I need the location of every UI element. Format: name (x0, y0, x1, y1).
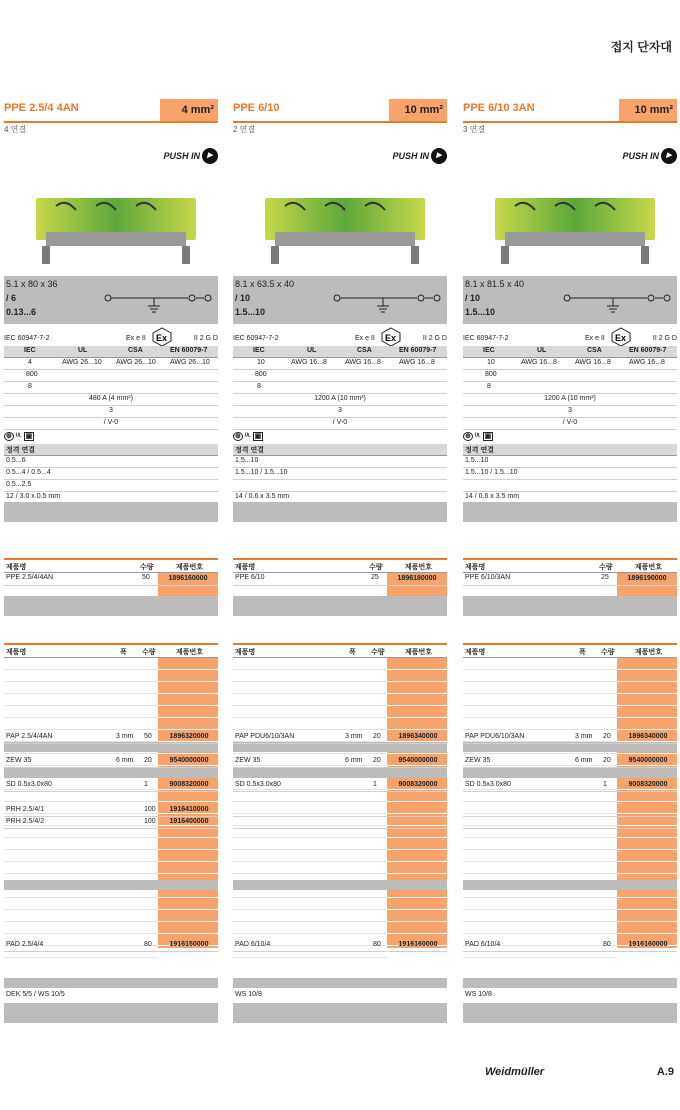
terminal-block-image (36, 188, 196, 268)
grid-line (617, 753, 677, 754)
pollution-row: 3 (233, 406, 447, 418)
gray-band (233, 1003, 447, 1023)
accessory-row (463, 817, 677, 829)
gray-band (463, 978, 677, 988)
grid-line (387, 837, 447, 838)
product-header (463, 99, 677, 123)
order-header: 제품명 수량 제품번호 (233, 560, 447, 573)
grid-line (463, 897, 617, 898)
grid-line (158, 933, 218, 934)
grid-line (233, 921, 387, 922)
connection-row: 1.5...10 (233, 456, 447, 468)
grid-line (387, 921, 447, 922)
impulse-row: 8 (4, 382, 218, 394)
impulse-row: 8 (233, 382, 447, 394)
grid-line (387, 753, 447, 754)
connection-row: 0.5...2.5 (4, 480, 218, 492)
grid-line (158, 801, 218, 802)
grid-line (4, 957, 158, 958)
grid-line (617, 957, 677, 958)
order-row: PPE 2.5/4/4AN 50 1896160000 (4, 573, 218, 586)
terminal-block-image (495, 188, 655, 268)
svg-text:Ex: Ex (615, 333, 627, 343)
gray-band (4, 502, 218, 522)
connection-row: 1.5...10 / 1.5...10 (233, 468, 447, 480)
grid-line (158, 681, 218, 682)
acc-header: 제품명 폭 수량 제품번호 (233, 645, 447, 658)
part-number-column (158, 658, 218, 948)
grid-line (463, 681, 617, 682)
gray-band (4, 1003, 218, 1023)
accessory-row: ZEW 35 6 mm 20 9540000000 (463, 756, 677, 768)
csa-icon: ⊕ (235, 433, 241, 440)
grid-line (233, 729, 387, 730)
product-column (4, 0, 218, 1110)
gray-band (233, 880, 447, 890)
grid-line (617, 897, 677, 898)
flammability-row: / V-0 (233, 418, 447, 430)
grid-line (4, 933, 158, 934)
grid-line (158, 705, 218, 706)
gray-band (233, 978, 447, 988)
grid-line (4, 729, 158, 730)
accessory-row: PRH 2.5/4/2 100 1916400000 (4, 817, 218, 829)
grid-line (158, 753, 218, 754)
order-fill (158, 586, 218, 596)
rated-value: / 10 (465, 293, 481, 303)
push-in-logo: PUSH IN ▶ (392, 148, 447, 164)
certification-line: IEC 60947-7-2 Ex e II Ex II 2 G D (233, 333, 447, 345)
grid-line (4, 693, 158, 694)
grid-line (387, 873, 447, 874)
gray-band (463, 502, 677, 522)
grid-line (4, 753, 158, 754)
connection-count: 2 연결 (233, 125, 256, 134)
grid-line (233, 669, 387, 670)
ul-icon: ᵁᴸ (15, 433, 22, 440)
brand-logo: Weidmüller (485, 1066, 545, 1078)
product-name: PPE 6/10 (233, 102, 280, 114)
grid-line (158, 897, 218, 898)
clamp-range: 0.13...6 (6, 307, 37, 317)
marker-row: DEK 5/5 / WS 10/5 (6, 991, 65, 998)
grid-line (233, 705, 387, 706)
grid-line (463, 861, 617, 862)
grid-line (387, 849, 447, 850)
ground-schematic-icon (563, 290, 671, 314)
grid-line (4, 897, 158, 898)
standards-header: IEC UL CSA EN 60079-7 (233, 346, 447, 358)
grid-line (617, 669, 677, 670)
accessory-row: SD 0.5x3.0x80 1 9008320000 (233, 780, 447, 792)
grid-line (4, 921, 158, 922)
grid-line (158, 921, 218, 922)
part-number-column (387, 658, 447, 948)
grid-line (233, 909, 387, 910)
rated-row: 4 AWG 26...10 AWG 26...10 AWG 26...10 (4, 358, 218, 370)
accessory-row: PAD 2.5/4/4 80 1916150000 (4, 940, 218, 952)
voltage-row: 800 (463, 370, 677, 382)
grid-line (158, 873, 218, 874)
dimensions: 5.1 x 80 x 36 (6, 279, 58, 289)
push-in-ring-icon: ▶ (202, 148, 218, 164)
product-name: PPE 6/10 3AN (463, 102, 535, 114)
connection-row: 1.5...10 (463, 456, 677, 468)
accessory-row: PAD 6/10/4 80 1916160000 (463, 940, 677, 952)
grid-line (617, 921, 677, 922)
grid-line (233, 957, 387, 958)
voltage-row: 800 (4, 370, 218, 382)
connection-row: 0.5...4 / 0.5...4 (4, 468, 218, 480)
dimensions: 8.1 x 63.5 x 40 (235, 279, 295, 289)
grid-line (463, 705, 617, 706)
grid-line (387, 681, 447, 682)
grid-line (158, 909, 218, 910)
acc-header: 제품명 폭 수량 제품번호 (4, 645, 218, 658)
csa-icon: ⊕ (6, 433, 12, 440)
cross-section: 10 mm² (619, 99, 677, 121)
grid-line (387, 729, 447, 730)
rated-value: / 10 (235, 293, 251, 303)
grid-line (158, 693, 218, 694)
gray-band (4, 978, 218, 988)
current-row: 1200 A (10 mm²) (233, 394, 447, 406)
csa-icon: ⊕ (465, 433, 471, 440)
gray-band (233, 502, 447, 522)
cert-box-icon: ▣ (254, 433, 262, 440)
grid-line (463, 669, 617, 670)
spec-box (233, 276, 447, 324)
page-title: 접지 단자대 (610, 40, 672, 54)
grid-line (463, 873, 617, 874)
certification-line: IEC 60947-7-2 Ex e II Ex II 2 G D (463, 333, 677, 345)
grid-line (617, 873, 677, 874)
grid-line (233, 837, 387, 838)
voltage-row: 800 (233, 370, 447, 382)
grid-line (158, 861, 218, 862)
pollution-row: 3 (463, 406, 677, 418)
grid-line (4, 801, 158, 802)
grid-line (4, 681, 158, 682)
rated-connection-header: 정격 연결 (4, 444, 218, 456)
product-name: PPE 2.5/4 4AN (4, 102, 79, 114)
grid-line (387, 861, 447, 862)
grid-line (387, 933, 447, 934)
grid-line (617, 837, 677, 838)
accessory-row: ZEW 35 6 mm 20 9540000000 (233, 756, 447, 768)
push-in-logo: PUSH IN ▶ (163, 148, 218, 164)
connection-row: 1.5...10 / 1.5...10 (463, 468, 677, 480)
gray-band (463, 1003, 677, 1023)
accessory-row: SD 0.5x3.0x80 1 9008320000 (463, 780, 677, 792)
grid-line (617, 681, 677, 682)
grid-line (617, 729, 677, 730)
grid-line (463, 753, 617, 754)
grid-line (158, 729, 218, 730)
grid-line (4, 861, 158, 862)
rated-connection-header: 정격 연결 (233, 444, 447, 456)
standards-header: IEC UL CSA EN 60079-7 (463, 346, 677, 358)
grid-line (463, 849, 617, 850)
page-number: A.9 (656, 1066, 674, 1078)
grid-line (233, 753, 387, 754)
accessory-row: PRH 2.5/4/1 100 1916410000 (4, 805, 218, 817)
grid-line (158, 837, 218, 838)
approval-icons (463, 432, 677, 442)
gray-band (4, 880, 218, 890)
grid-line (233, 897, 387, 898)
grid-line (463, 693, 617, 694)
terminal-block-image (265, 188, 425, 268)
grid-line (233, 681, 387, 682)
order-row: PPE 6/10 25 1896180000 (233, 573, 447, 586)
marker-row: WS 10/8 (235, 991, 262, 998)
grid-line (387, 909, 447, 910)
ex-hexagon-icon (611, 327, 631, 347)
pollution-row: 3 (4, 406, 218, 418)
flammability-row: / V-0 (4, 418, 218, 430)
grid-line (463, 957, 617, 958)
grid-line (233, 693, 387, 694)
ul-icon: ᵁᴸ (244, 433, 251, 440)
grid-line (158, 669, 218, 670)
grid-line (617, 849, 677, 850)
grid-line (463, 933, 617, 934)
product-header (4, 99, 218, 123)
grid-line (233, 717, 387, 718)
grid-line (4, 669, 158, 670)
grid-line (617, 693, 677, 694)
grid-line (4, 909, 158, 910)
gray-band (233, 596, 447, 616)
gray-band (233, 768, 447, 778)
grid-line (617, 861, 677, 862)
connection-row: 14 / 0.6 x 3.5 mm (463, 492, 677, 504)
cross-section: 10 mm² (389, 99, 447, 121)
grid-line (463, 909, 617, 910)
grid-line (158, 849, 218, 850)
grid-line (463, 801, 617, 802)
grid-line (158, 717, 218, 718)
accessory-row: PAD 6/10/4 80 1916160000 (233, 940, 447, 952)
ground-schematic-icon (333, 290, 441, 314)
cross-section: 4 mm² (160, 99, 218, 121)
ul-icon: ᵁᴸ (474, 433, 481, 440)
gray-band (463, 596, 677, 616)
ground-schematic-icon (104, 290, 212, 314)
svg-text:Ex: Ex (156, 333, 168, 343)
connection-row (463, 480, 677, 492)
accessory-row (233, 805, 447, 817)
gray-band (4, 596, 218, 616)
grid-line (617, 801, 677, 802)
ex-hexagon-icon (152, 327, 172, 347)
gray-band (463, 880, 677, 890)
grid-line (387, 717, 447, 718)
svg-text:Ex: Ex (385, 333, 397, 343)
order-fill (617, 586, 677, 596)
grid-line (387, 693, 447, 694)
accessory-row (233, 817, 447, 829)
rated-row: 10 AWG 16...8 AWG 16...8 AWG 16...8 (233, 358, 447, 370)
grid-line (617, 717, 677, 718)
marker-row: WS 10/8 (465, 991, 492, 998)
rated-connection-header: 정격 연결 (463, 444, 677, 456)
grid-line (4, 705, 158, 706)
grid-line (387, 801, 447, 802)
connection-count: 4 연결 (4, 125, 27, 134)
approval-icons (4, 432, 218, 442)
connection-row: 0.5...6 (4, 456, 218, 468)
grid-line (4, 849, 158, 850)
accessory-row: PAP 2.5/4/4AN 3 mm 50 1896320000 (4, 732, 218, 744)
grid-line (387, 957, 447, 958)
dimensions: 8.1 x 81.5 x 40 (465, 279, 525, 289)
gray-band (463, 768, 677, 778)
gray-band (4, 768, 218, 778)
connection-row: 14 / 0.6 x 3.5 mm (233, 492, 447, 504)
cert-box-icon: ▣ (25, 433, 33, 440)
spec-box (463, 276, 677, 324)
grid-line (233, 933, 387, 934)
grid-line (4, 837, 158, 838)
certification-line: IEC 60947-7-2 Ex e II Ex II 2 G D (4, 333, 218, 345)
current-row: 480 A (4 mm²) (4, 394, 218, 406)
clamp-range: 1.5...10 (235, 307, 266, 317)
spec-box (4, 276, 218, 324)
grid-line (617, 909, 677, 910)
impulse-row: 8 (463, 382, 677, 394)
grid-line (463, 729, 617, 730)
rated-value: / 6 (6, 293, 17, 303)
product-column (233, 0, 447, 1110)
push-in-ring-icon: ▶ (431, 148, 447, 164)
order-header: 제품명 수량 제품번호 (463, 560, 677, 573)
approval-icons (233, 432, 447, 442)
grid-line (158, 957, 218, 958)
grid-line (463, 717, 617, 718)
current-row: 1200 A (10 mm²) (463, 394, 677, 406)
product-column (463, 0, 677, 1110)
flammability-row: / V-0 (463, 418, 677, 430)
grid-line (617, 705, 677, 706)
accessory-row: PAP PDU6/10/3AN 3 mm 20 1896340000 (233, 732, 447, 744)
cert-box-icon: ▣ (484, 433, 492, 440)
connection-row: 12 / 3.0 x 0.5 mm (4, 492, 218, 504)
grid-line (233, 849, 387, 850)
grid-line (233, 861, 387, 862)
grid-line (4, 873, 158, 874)
grid-line (233, 873, 387, 874)
product-header (233, 99, 447, 123)
accessory-row: ZEW 35 6 mm 20 9540000000 (4, 756, 218, 768)
standards-header: IEC UL CSA EN 60079-7 (4, 346, 218, 358)
grid-line (4, 717, 158, 718)
grid-line (387, 705, 447, 706)
push-in-logo: PUSH IN ▶ (622, 148, 677, 164)
connection-count: 3 연결 (463, 125, 486, 134)
grid-line (387, 897, 447, 898)
grid-line (463, 921, 617, 922)
rated-row: 10 AWG 16...8 AWG 16...8 AWG 16...8 (463, 358, 677, 370)
push-in-ring-icon: ▶ (661, 148, 677, 164)
grid-line (233, 801, 387, 802)
accessory-row (463, 805, 677, 817)
order-fill (387, 586, 447, 596)
connection-row (233, 480, 447, 492)
accessory-row: SD 0.5x3.0x80 1 9008320000 (4, 780, 218, 792)
clamp-range: 1.5...10 (465, 307, 496, 317)
grid-line (387, 669, 447, 670)
accessory-row: PAP PDU6/10/3AN 3 mm 20 1896340000 (463, 732, 677, 744)
order-header: 제품명 수량 제품번호 (4, 560, 218, 573)
order-row: PPE 6/10/3AN 25 1896190000 (463, 573, 677, 586)
ex-hexagon-icon (381, 327, 401, 347)
part-number-column (617, 658, 677, 948)
grid-line (617, 933, 677, 934)
acc-header: 제품명 폭 수량 제품번호 (463, 645, 677, 658)
grid-line (463, 837, 617, 838)
